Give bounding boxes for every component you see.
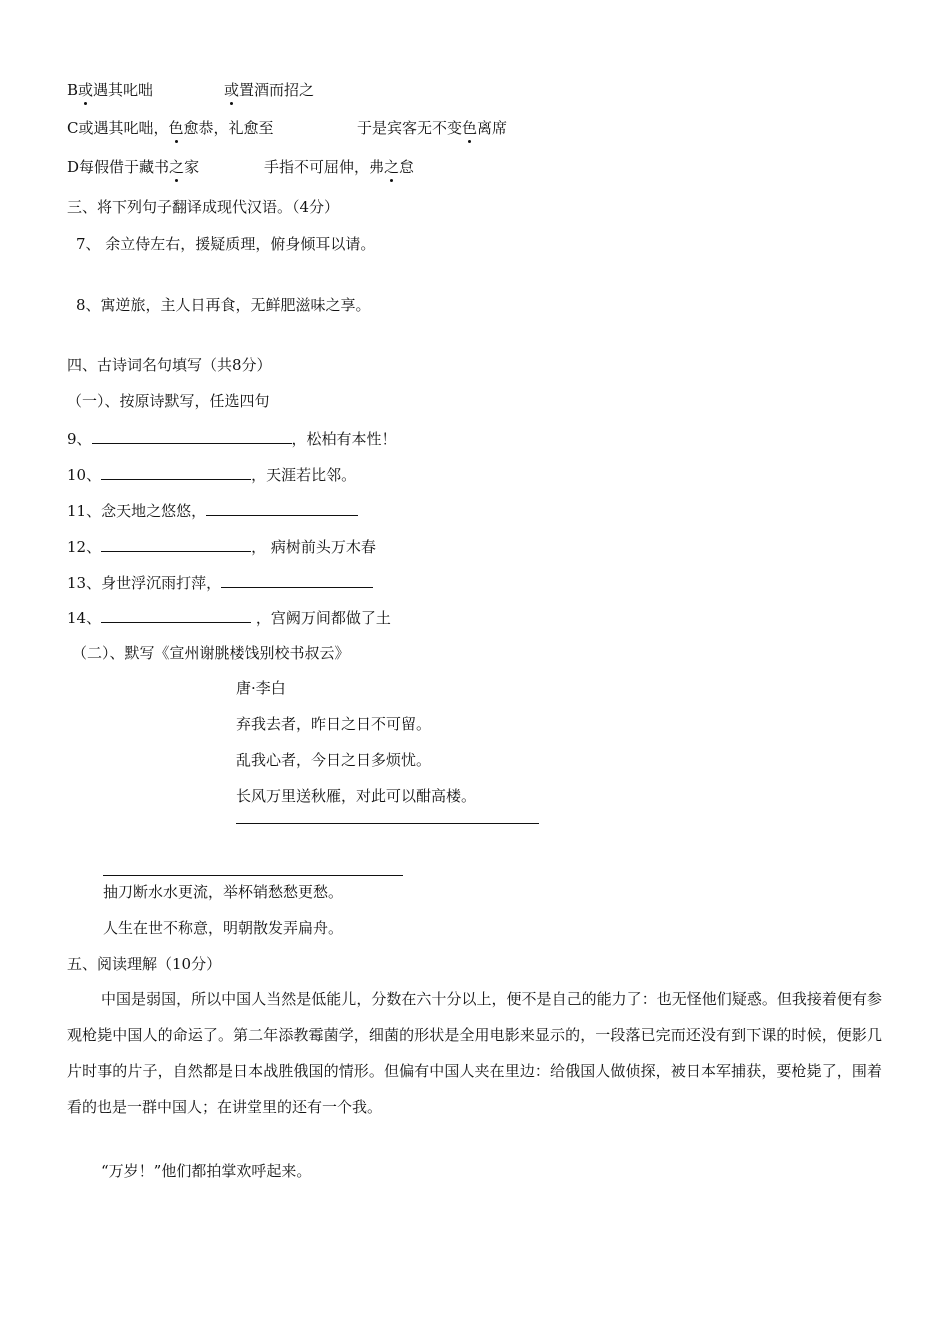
option-d-text-1b: 家: [184, 158, 200, 176]
poem-blank-line-4[interactable]: [236, 823, 539, 824]
option-c-text-2b: 离席: [477, 119, 508, 137]
option-b-text-2: 置酒而招之: [239, 81, 315, 99]
option-c: [67, 118, 274, 138]
question-9-blank[interactable]: [92, 427, 292, 444]
option-b-dotted-char-1: 或: [78, 81, 94, 99]
question-12-number: 12、: [67, 538, 102, 556]
question-11: [67, 499, 358, 521]
question-13-text: 13、身世浮沉雨打萍，: [67, 574, 222, 592]
question-13-blank[interactable]: [221, 571, 373, 588]
poem-line-6: 抽刀断水水更流，举杯销愁愁更愁。: [103, 883, 344, 901]
question-11-blank[interactable]: [206, 499, 358, 516]
option-d-dotted-char-1: 之: [169, 158, 185, 176]
poem-line-3: 长风万里送秋雁，对此可以酣高楼。: [236, 787, 477, 805]
question-10-blank[interactable]: [101, 463, 251, 480]
question-10-text: ，天涯若比邻。: [251, 466, 357, 484]
option-b: [67, 80, 153, 100]
section-4-part-2-title: （二）、默写《宣州谢朓楼饯别校书叔云》: [72, 644, 350, 662]
reading-paragraph-1: 中国是弱国，所以中国人当然是低能儿，分数在六十分以上，便不是自己的能力了：也无怪他们疑惑。但我接着便有参观枪毙中国人的命运了。第二年添教霉菌学，细菌的形状是全用电影来显示的，一段落已完而还没有到下课的时候，便影几片时事的片子，自然都是日本战胜俄国的情形。但偏有中国人夹在里边：给俄国人做侦探，被日本军捕获，要枪毙了，围着看的也是一群中国人；在讲堂里的还有一个我。: [67, 990, 882, 1116]
question-10-number: 10、: [67, 466, 102, 484]
question-14-number: 14、: [67, 609, 102, 627]
option-d-dotted-char-2: 之: [384, 158, 400, 176]
option-c-dotted-char-1: 色: [168, 119, 184, 137]
question-12: [67, 535, 376, 557]
option-c-text-1a: 或遇其叱咄，: [78, 119, 169, 137]
question-14: [67, 606, 391, 628]
poem-line-7: 人生在世不称意，明朝散发弄扁舟。: [103, 919, 344, 937]
option-c-label: C: [67, 119, 79, 137]
reading-paragraph-2: “万岁！”他们都拍掌欢呼起来。: [101, 1162, 312, 1180]
option-d-second: [264, 157, 414, 177]
section-4-part-1-title: （一）、按原诗默写，任选四句: [67, 392, 270, 410]
option-c-text-2a: 于是宾客无不变: [357, 119, 463, 137]
question-14-blank[interactable]: [101, 606, 251, 623]
question-12-blank[interactable]: [101, 535, 251, 552]
option-d-label: D: [67, 158, 80, 176]
option-d-text-1a: 每假借于藏书: [79, 158, 170, 176]
poem-author: 唐·李白: [236, 679, 286, 697]
question-12-text: ， 病树前头万木春: [251, 538, 376, 556]
question-9-text: ，松柏有本性！: [291, 430, 397, 448]
section-4-title: 四、古诗词名句填写（共8分）: [67, 356, 272, 374]
option-b-label: B: [67, 81, 79, 99]
option-d-text-2b: 怠: [399, 158, 415, 176]
question-7: 7、 余立侍左右，援疑质理，俯身倾耳以请。: [76, 235, 376, 253]
option-b-second: [224, 80, 314, 100]
option-d: [67, 157, 199, 177]
poem-blank-line-5[interactable]: [103, 875, 403, 876]
poem-line-1: 弃我去者，昨日之日不可留。: [236, 715, 432, 733]
question-9-number: 9、: [67, 430, 92, 448]
option-c-second: [357, 118, 507, 138]
option-b-dotted-char-2: 或: [224, 81, 240, 99]
question-10: [67, 463, 356, 485]
question-9: [67, 427, 397, 449]
question-8: 8、寓逆旅，主人日再食，无鲜肥滋味之享。: [76, 296, 371, 314]
section-5-title: 五、阅读理解（10分）: [67, 955, 222, 973]
option-b-text-1: 遇其叱咄: [93, 81, 154, 99]
option-c-dotted-char-2: 色: [462, 119, 478, 137]
question-13: [67, 571, 373, 593]
question-11-text: 11、念天地之悠悠，: [67, 502, 207, 520]
option-c-text-1b: 愈恭，礼愈至: [183, 119, 274, 137]
poem-line-2: 乱我心者，今日之日多烦忧。: [236, 751, 432, 769]
question-14-text: ，宫阙万间都做了土: [251, 609, 391, 627]
option-d-text-2a: 手指不可屈伸，弗: [264, 158, 385, 176]
section-3-title: 三、将下列句子翻译成现代汉语。（4分）: [67, 198, 340, 216]
